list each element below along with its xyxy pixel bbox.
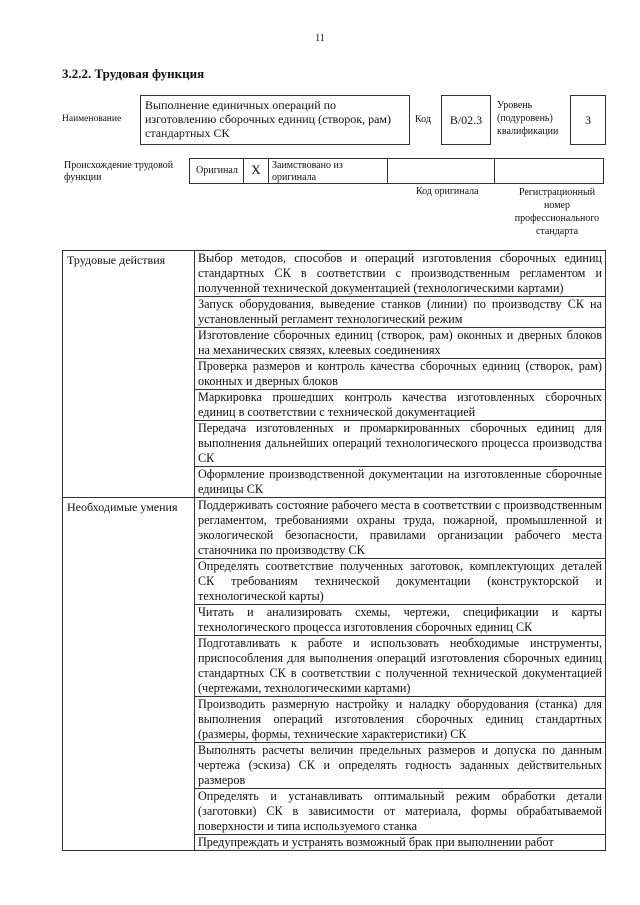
table-row: Оформление производственной документации на изготовленные сборочные единицы СК (198, 467, 602, 496)
table-group (62, 250, 606, 497)
origin-code-cell (387, 158, 495, 184)
code-label: Код (415, 114, 431, 125)
table-row: Изготовление сборочных единиц (створок, рам) оконных и дверных блоков на механических связях, клеевых соединениях (195, 328, 605, 359)
group-items (195, 251, 606, 497)
group-items (195, 498, 606, 850)
name-label: Наименование (62, 114, 122, 124)
table-row: Маркировка прошедших контроль качества изготовленных сборочных единиц в соответствии с технической документацией (195, 390, 605, 421)
table-row: Запуск оборудования, выведение станков (линии) по производству СК на установленный регламент технологический режим (195, 297, 605, 328)
table-row: Определять соответствие полученных заготовок, комплектующих деталей СК требованиям технической документации (конструкторской и технологической карты) (195, 559, 605, 605)
table-row: Выполнять расчеты величин предельных размеров и допуска по данным чертежа (эскиза) СК и определять годность заданных действительных размеров (195, 743, 605, 789)
table-row: Определять и устанавливать оптимальный режим обработки детали (заготовки) СК в зависимости от материала, формы обрабатываемой поверхности и типа используемого станка (195, 789, 605, 835)
origin-label: Происхождение трудовой функции (64, 160, 174, 183)
table-group (62, 497, 606, 851)
origin-borrowed: Заимствовано из оригинала (268, 158, 388, 184)
table-row: Читать и анализировать схемы, чертежи, спецификации и карты технологического процесса изготовления сборочных единиц СК (195, 605, 605, 636)
page-number: 11 (315, 33, 325, 44)
code-value: B/02.3 (441, 95, 491, 145)
table-row: Подготавливать к работе и использовать необходимые инструменты, приспособления для выполнения операций изготовления сборочных единиц стандартных СК в соответствии с полученной технической документацией (чертежами, технологическими картами) (195, 636, 605, 697)
table-row: Поддерживать состояние рабочего места в соответствии с производственным регламентом, требованиями охраны труда, пожарной, промышленной и экологической безопасности, правилами организации рабочего места станочника по производству СК (195, 498, 605, 559)
level-label: Уровень (подуровень) квалификации (497, 100, 559, 137)
level-value: 3 (570, 95, 606, 145)
origin-table (190, 158, 606, 184)
group-category: Трудовые действия (62, 251, 195, 497)
origin-mark: X (243, 158, 269, 184)
name-value: Выполнение единичных операций по изготовлению сборочных единиц (створок, рам) стандартных СК (140, 95, 410, 145)
group-category: Необходимые умения (62, 498, 195, 850)
table-row: Проверка размеров и контроль качества сборочных единиц (створок, рам) оконных и дверных блоков (195, 359, 605, 390)
table-row: Предупреждать и устранять возможный брак при выполнении работ (198, 835, 554, 849)
origin-reg-cell (494, 158, 604, 184)
table-row: Передача изготовленных и промаркированных сборочных единиц для выполнения дальнейших операций технологического процесса производства СК (195, 421, 605, 467)
table-row: Выбор методов, способов и операций изготовления сборочных единиц стандартных СК в соответствии с производственным регламентом и полученной технической документацией (технологическими картами) (195, 251, 605, 297)
origin-original: Оригинал (189, 158, 244, 184)
reg-number-caption: Регистрационный номер профессионального стандарта (514, 187, 600, 237)
origin-code-caption: Код оригинала (416, 186, 479, 197)
section-title: 3.2.2. Трудовая функция (62, 66, 205, 81)
function-table (62, 250, 606, 851)
table-row: Производить размерную настройку и наладку оборудования (станка) для выполнения операций изготовления сборочных единиц стандартных (размеры, формы, технические характеристики) СК (195, 697, 605, 743)
